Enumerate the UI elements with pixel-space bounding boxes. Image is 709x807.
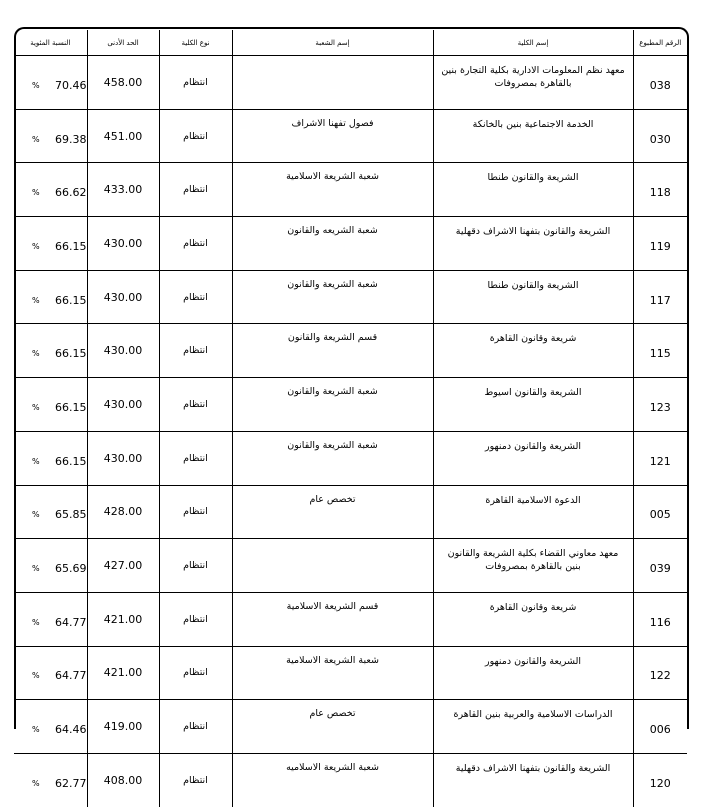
row-type: انتظام — [159, 539, 232, 593]
row-type: انتظام — [159, 217, 232, 271]
row-percent-cell — [14, 700, 87, 754]
row-branch: قسم الشريعة الاسلامية — [232, 592, 433, 646]
row-type: انتظام — [159, 753, 232, 806]
percent-sign: % — [32, 188, 40, 198]
row-branch: تخصص عام — [232, 485, 433, 539]
row-min: 419.00 — [87, 700, 159, 754]
header-code: الرقم المطبوع — [633, 30, 687, 56]
row-percent-cell — [14, 378, 87, 432]
row-code: 121 — [633, 431, 687, 485]
percent-sign: % — [32, 564, 40, 574]
row-type: انتظام — [159, 56, 232, 110]
percent-sign: % — [32, 510, 40, 520]
table-row — [14, 56, 687, 110]
table-row — [14, 646, 687, 700]
row-min: 430.00 — [87, 378, 159, 432]
row-percent-cell — [14, 109, 87, 163]
table-row — [14, 700, 687, 754]
row-percent-cell — [14, 539, 87, 593]
table-row — [14, 163, 687, 217]
table-row — [14, 539, 687, 593]
row-percent: 70.46 — [55, 78, 87, 92]
row-type: انتظام — [159, 324, 232, 378]
row-type: انتظام — [159, 646, 232, 700]
row-code: 039 — [633, 539, 687, 593]
row-type: انتظام — [159, 378, 232, 432]
row-percent-cell — [14, 217, 87, 271]
row-branch: شعبة الشريعة الاسلامية — [232, 163, 433, 217]
row-college: الشريعة والقانون بتفهنا الاشراف دقهلية — [433, 753, 633, 806]
row-percent: 64.46 — [55, 723, 87, 737]
row-code: 117 — [633, 270, 687, 324]
row-code: 006 — [633, 700, 687, 754]
row-percent-cell — [14, 592, 87, 646]
percent-sign: % — [32, 241, 40, 251]
table-row — [14, 324, 687, 378]
row-percent-cell — [14, 485, 87, 539]
header-min: الحد الأدنى — [87, 30, 159, 56]
percent-sign: % — [32, 671, 40, 681]
row-min: 408.00 — [87, 753, 159, 806]
row-percent: 69.38 — [55, 132, 87, 146]
row-percent: 65.85 — [55, 508, 87, 522]
row-type: انتظام — [159, 109, 232, 163]
row-percent-cell — [14, 646, 87, 700]
row-percent: 65.69 — [55, 562, 87, 576]
results-table — [14, 30, 687, 807]
row-code: 123 — [633, 378, 687, 432]
row-college: الدراسات الاسلامية والعربية بنين القاهرة — [433, 700, 633, 754]
row-min: 427.00 — [87, 539, 159, 593]
row-branch: شعبة الشريعة والقانون — [232, 270, 433, 324]
row-branch: قسم الشريعة والقانون — [232, 324, 433, 378]
row-percent-cell — [14, 753, 87, 806]
header-college: إسم الكلية — [433, 30, 633, 56]
row-code: 038 — [633, 56, 687, 110]
row-percent: 66.15 — [55, 347, 87, 361]
row-branch: شعبة الشريعه والقانون — [232, 217, 433, 271]
row-percent: 66.15 — [55, 454, 87, 468]
row-percent: 64.77 — [55, 669, 87, 683]
row-college: الدعوة الاسلامية القاهرة — [433, 485, 633, 539]
row-percent-cell — [14, 163, 87, 217]
percent-sign: % — [32, 617, 40, 627]
row-percent: 64.77 — [55, 615, 87, 629]
row-type: انتظام — [159, 592, 232, 646]
percent-sign: % — [32, 778, 40, 788]
header-type: نوع الكلية — [159, 30, 232, 56]
percent-sign: % — [32, 349, 40, 359]
row-min: 430.00 — [87, 217, 159, 271]
row-min: 430.00 — [87, 431, 159, 485]
row-min: 430.00 — [87, 270, 159, 324]
row-branch — [232, 56, 433, 110]
row-college: معهد معاوني القضاء بكلية الشريعة والقانون بنين بالقاهرة بمصروفات — [433, 539, 633, 593]
row-college: معهد نظم المعلومات الادارية بكلية التجارة بنين بالقاهرة بمصروفات — [433, 56, 633, 110]
row-code: 122 — [633, 646, 687, 700]
percent-sign: % — [32, 80, 40, 90]
row-branch: تخصص عام — [232, 700, 433, 754]
row-branch: شعبة الشريعة والقانون — [232, 431, 433, 485]
row-college: الخدمة الاجتماعية بنين بالخانكة — [433, 109, 633, 163]
row-college: الشريعة والقانون اسيوط — [433, 378, 633, 432]
table-row — [14, 378, 687, 432]
table-row — [14, 485, 687, 539]
row-percent-cell — [14, 270, 87, 324]
row-percent: 66.62 — [55, 186, 87, 200]
row-code: 119 — [633, 217, 687, 271]
row-percent-cell — [14, 324, 87, 378]
table-row — [14, 753, 687, 806]
row-branch: فصول تفهنا الاشراف — [232, 109, 433, 163]
header-branch: إسم الشعبة — [232, 30, 433, 56]
row-percent: 66.15 — [55, 239, 87, 253]
percent-sign: % — [32, 134, 40, 144]
table-row — [14, 217, 687, 271]
percent-sign: % — [32, 402, 40, 412]
row-branch — [232, 539, 433, 593]
row-min: 433.00 — [87, 163, 159, 217]
row-code: 030 — [633, 109, 687, 163]
row-min: 458.00 — [87, 56, 159, 110]
row-code: 116 — [633, 592, 687, 646]
row-code: 115 — [633, 324, 687, 378]
row-branch: شعبة الشريعة الاسلامية — [232, 646, 433, 700]
row-type: انتظام — [159, 700, 232, 754]
table-header-row — [14, 30, 687, 56]
table-row — [14, 431, 687, 485]
row-type: انتظام — [159, 485, 232, 539]
row-code: 120 — [633, 753, 687, 806]
row-percent: 62.77 — [55, 776, 87, 790]
header-percent: النسبة المئوية — [14, 30, 87, 56]
row-type: انتظام — [159, 431, 232, 485]
row-college: شريعة وقانون القاهرة — [433, 592, 633, 646]
row-code: 118 — [633, 163, 687, 217]
row-percent-cell — [14, 56, 87, 110]
row-percent: 66.15 — [55, 293, 87, 307]
row-college: الشريعة والقانون طنطا — [433, 270, 633, 324]
percent-sign: % — [32, 456, 40, 466]
row-min: 428.00 — [87, 485, 159, 539]
row-branch: شعبة الشريعة والقانون — [232, 378, 433, 432]
row-college: الشريعة والقانون دمنهور — [433, 431, 633, 485]
row-min: 421.00 — [87, 592, 159, 646]
row-percent-cell — [14, 431, 87, 485]
row-min: 430.00 — [87, 324, 159, 378]
percent-sign: % — [32, 295, 40, 305]
table-row — [14, 592, 687, 646]
row-percent: 66.15 — [55, 400, 87, 414]
row-college: الشريعة والقانون طنطا — [433, 163, 633, 217]
row-min: 421.00 — [87, 646, 159, 700]
row-branch: شعبة الشريعة الاسلاميه — [232, 753, 433, 806]
row-min: 451.00 — [87, 109, 159, 163]
row-college: الشريعة والقانون دمنهور — [433, 646, 633, 700]
row-type: انتظام — [159, 163, 232, 217]
table-row — [14, 270, 687, 324]
table-row — [14, 109, 687, 163]
row-college: الشريعة والقانون بتفهنا الاشراف دقهلية — [433, 217, 633, 271]
row-college: شريعة وقانون القاهرة — [433, 324, 633, 378]
percent-sign: % — [32, 725, 40, 735]
row-code: 005 — [633, 485, 687, 539]
row-type: انتظام — [159, 270, 232, 324]
